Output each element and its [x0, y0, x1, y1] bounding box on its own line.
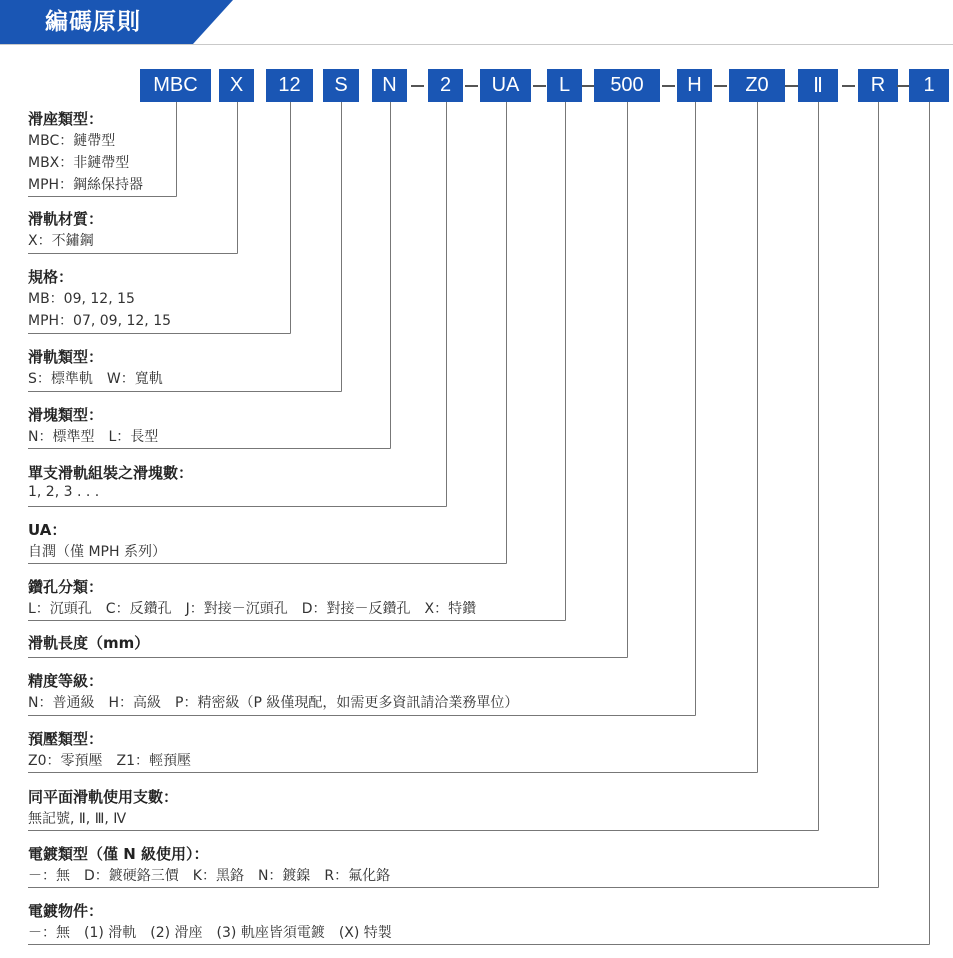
section-title: 滑塊類型： [28, 406, 104, 424]
code-box: 500 [594, 69, 660, 102]
code-box: 1 [909, 69, 949, 102]
code-box: MBC [140, 69, 211, 102]
section-title: 滑軌長度（mm） [28, 634, 150, 652]
section-title: 單支滑軌組裝之滑塊數： [28, 464, 194, 482]
section-line: MB：09, 12, 15 [28, 291, 135, 307]
section-line: L：沉頭孔 C：反鑽孔 J：對接－沉頭孔 D：對接－反鑽孔 X：特鑽 [28, 601, 477, 617]
section-title: UA： [28, 521, 67, 539]
code-box: 2 [428, 69, 463, 102]
section-line: MPH：鋼絲保持器 [28, 177, 144, 193]
section-line: 1, 2, 3 . . . [28, 484, 100, 500]
section-title: 滑座類型： [28, 110, 104, 128]
code-box: R [858, 69, 898, 102]
code-box: X [219, 69, 254, 102]
code-box: N [372, 69, 407, 102]
section-line: －：無 D：鍍硬鉻三價 K：黑鉻 N：鍍鎳 R：氟化鉻 [28, 868, 391, 884]
section-title: 預壓類型： [28, 730, 104, 748]
section-line: MPH：07, 09, 12, 15 [28, 313, 172, 329]
section-line: 無記號, Ⅱ, Ⅲ, Ⅳ [28, 811, 127, 827]
code-box: UA [480, 69, 531, 102]
code-box: H [677, 69, 712, 102]
section-title: 同平面滑軌使用支數： [28, 788, 179, 806]
section-line: X：不鏽鋼 [28, 233, 94, 249]
section-line: －：無 (1) 滑軌 (2) 滑座 (3) 軌座皆須電鍍 (X) 特製 [28, 925, 392, 941]
section-title: 電鍍物件： [28, 902, 104, 920]
section-line: 自潤（僅 MPH 系列） [28, 544, 166, 560]
page-title: 編碼原則 [45, 9, 141, 35]
section-title: 電鍍類型（僅 N 級使用）： [28, 845, 209, 863]
section-line: N：普通級 H：高級 P：精密級（P 級僅現配，如需更多資訊請洽業務單位） [28, 695, 519, 711]
code-box: Z0 [729, 69, 785, 102]
code-box: L [547, 69, 582, 102]
section-title: 精度等級： [28, 672, 104, 690]
code-box: S [323, 69, 359, 102]
section-line: N：標準型 L：長型 [28, 429, 159, 445]
section-title: 滑軌類型： [28, 348, 104, 366]
code-box: Ⅱ [798, 69, 838, 102]
section-line: MBC：鏈帶型 [28, 133, 116, 149]
section-title: 規格： [28, 268, 74, 286]
section-line: MBX：非鏈帶型 [28, 155, 130, 171]
section-line: Z0：零預壓 Z1：輕預壓 [28, 753, 191, 769]
code-box: 12 [266, 69, 313, 102]
section-title: 滑軌材質： [28, 210, 104, 228]
section-title: 鑽孔分類： [28, 578, 104, 596]
section-line: S：標準軌 W：寬軌 [28, 371, 163, 387]
